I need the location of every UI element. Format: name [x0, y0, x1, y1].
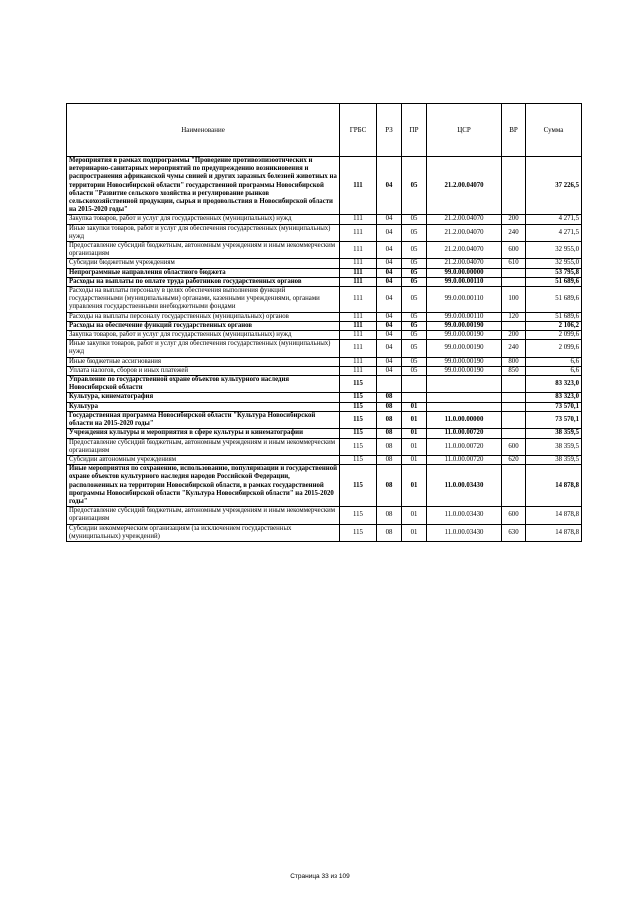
cell-name: Управление по государственной охране объектов культурного наследия Новосибирской области [67, 376, 340, 393]
table-row [67, 277, 582, 286]
cell-vr [502, 157, 526, 215]
cell-vr: 600 [502, 438, 526, 455]
header-rz: РЗ [377, 104, 402, 157]
cell-name: Иные бюджетные ассигнования [67, 357, 340, 366]
cell-pr: 01 [402, 465, 427, 507]
cell-vr [502, 268, 526, 277]
table-row [67, 312, 582, 321]
table-row [67, 366, 582, 375]
cell-rz: 04 [377, 268, 402, 277]
cell-rz: 04 [377, 366, 402, 375]
cell-grbs: 115 [340, 429, 377, 438]
cell-sum: 73 570,1 [526, 411, 582, 428]
table-row [67, 411, 582, 428]
cell-name: Расходы на обеспечение функций государственных органов [67, 321, 340, 330]
cell-name: Учреждения культуры и мероприятия в сфере культуры и кинематографии [67, 429, 340, 438]
table-row [67, 438, 582, 455]
cell-csr [427, 402, 502, 411]
cell-rz: 04 [377, 277, 402, 286]
cell-name: Расходы на выплаты по оплате труда работников государственных органов [67, 277, 340, 286]
cell-grbs: 115 [340, 376, 377, 393]
table-row [67, 157, 582, 215]
cell-name: Культура [67, 402, 340, 411]
cell-grbs: 111 [340, 157, 377, 215]
cell-csr: 99.0.00.00000 [427, 268, 502, 277]
cell-rz [377, 376, 402, 393]
cell-sum: 83 323,0 [526, 376, 582, 393]
cell-rz: 04 [377, 321, 402, 330]
cell-sum: 83 323,0 [526, 393, 582, 402]
table-row [67, 455, 582, 464]
cell-name: Расходы на выплаты персоналу в целях обеспечения выполнения функций государственными (муниципальными) органами, казенными учреждениями, органами управления государственными внебюджетными фондами [67, 287, 340, 313]
cell-pr: 05 [402, 321, 427, 330]
cell-sum: 51 689,6 [526, 277, 582, 286]
cell-name: Культура, кинематография [67, 393, 340, 402]
cell-csr: 99.0.00.00190 [427, 340, 502, 357]
cell-pr: 01 [402, 438, 427, 455]
cell-grbs: 111 [340, 366, 377, 375]
cell-rz: 08 [377, 524, 402, 541]
cell-vr: 120 [502, 312, 526, 321]
header-name: Наименование [67, 104, 340, 157]
cell-sum: 6,6 [526, 357, 582, 366]
cell-grbs: 115 [340, 402, 377, 411]
cell-csr: 99.0.00.00110 [427, 312, 502, 321]
cell-vr [502, 411, 526, 428]
cell-name: Субсидии некоммерческим организациям (за исключением государственных (муниципальных) учреждений) [67, 524, 340, 541]
cell-name: Расходы на выплаты персоналу государственных (муниципальных) органов [67, 312, 340, 321]
cell-sum: 38 359,5 [526, 438, 582, 455]
cell-pr: 05 [402, 277, 427, 286]
cell-vr: 600 [502, 507, 526, 524]
cell-vr: 240 [502, 224, 526, 241]
cell-pr: 01 [402, 524, 427, 541]
table-row [67, 465, 582, 507]
cell-name: Закупка товаров, работ и услуг для государственных (муниципальных) нужд [67, 215, 340, 224]
cell-csr: 99.0.00.00190 [427, 321, 502, 330]
cell-pr [402, 376, 427, 393]
cell-pr [402, 393, 427, 402]
cell-csr: 21.2.00.04070 [427, 242, 502, 259]
cell-vr: 610 [502, 259, 526, 268]
cell-rz: 04 [377, 287, 402, 313]
cell-rz: 08 [377, 393, 402, 402]
cell-grbs: 111 [340, 259, 377, 268]
cell-rz: 04 [377, 224, 402, 241]
cell-grbs: 111 [340, 321, 377, 330]
table-row [67, 331, 582, 340]
cell-sum: 14 878,8 [526, 465, 582, 507]
table-row [67, 268, 582, 277]
cell-rz: 04 [377, 340, 402, 357]
cell-sum: 6,6 [526, 366, 582, 375]
cell-rz: 04 [377, 157, 402, 215]
cell-sum: 32 955,0 [526, 259, 582, 268]
cell-pr: 05 [402, 357, 427, 366]
budget-table [66, 103, 582, 542]
cell-rz: 04 [377, 357, 402, 366]
cell-rz: 08 [377, 429, 402, 438]
cell-vr: 850 [502, 366, 526, 375]
table-row [67, 242, 582, 259]
cell-rz: 04 [377, 331, 402, 340]
table-row [67, 287, 582, 313]
cell-csr: 11.0.00.00720 [427, 429, 502, 438]
cell-sum: 2 099,6 [526, 340, 582, 357]
cell-pr: 05 [402, 259, 427, 268]
cell-name: Мероприятия в рамках подпрограммы "Проведение противоэпизоотических и ветеринарно-санитарных мероприятий по предупреждению возникновения и распространения африканской чумы свиней и других заразных болезней животных на территории Новосибирской области" государственной программы Новосибирской области "Развитие сельского хозяйства и регулирование рынков сельскохозяйственной продукции, сырья и продовольствия в Новосибирской области на 2015-2020 годы" [67, 157, 340, 215]
cell-rz: 08 [377, 455, 402, 464]
cell-grbs: 115 [340, 455, 377, 464]
cell-sum: 37 226,5 [526, 157, 582, 215]
cell-name: Закупка товаров, работ и услуг для государственных (муниципальных) нужд [67, 331, 340, 340]
cell-pr: 05 [402, 224, 427, 241]
table-row [67, 259, 582, 268]
table-row [67, 402, 582, 411]
cell-name: Непрограммные направления областного бюджета [67, 268, 340, 277]
cell-rz: 08 [377, 507, 402, 524]
cell-vr [502, 321, 526, 330]
cell-name: Иные закупки товаров, работ и услуг для обеспечения государственных (муниципальных) нужд [67, 224, 340, 241]
cell-grbs: 115 [340, 411, 377, 428]
cell-sum: 38 359,5 [526, 455, 582, 464]
table-row [67, 321, 582, 330]
cell-pr: 05 [402, 268, 427, 277]
cell-sum: 38 359,5 [526, 429, 582, 438]
cell-csr: 11.0.00.03430 [427, 524, 502, 541]
table-row [67, 224, 582, 241]
cell-grbs: 115 [340, 507, 377, 524]
table-row [67, 507, 582, 524]
cell-rz: 04 [377, 312, 402, 321]
cell-vr: 620 [502, 455, 526, 464]
cell-pr: 01 [402, 402, 427, 411]
cell-pr: 01 [402, 455, 427, 464]
cell-rz: 08 [377, 402, 402, 411]
cell-pr: 05 [402, 157, 427, 215]
cell-grbs: 111 [340, 357, 377, 366]
cell-name: Государственная программа Новосибирской области "Культура Новосибирской области на 2015-2020 годы" [67, 411, 340, 428]
cell-name: Предоставление субсидий бюджетным, автономным учреждениям и иным некоммерческим организациям [67, 507, 340, 524]
table-row [67, 429, 582, 438]
cell-csr: 21.2.00.04070 [427, 215, 502, 224]
cell-rz: 08 [377, 438, 402, 455]
cell-csr: 99.0.00.00190 [427, 366, 502, 375]
cell-vr [502, 376, 526, 393]
cell-grbs: 111 [340, 312, 377, 321]
cell-vr: 600 [502, 242, 526, 259]
cell-grbs: 111 [340, 268, 377, 277]
table-row [67, 393, 582, 402]
cell-vr: 200 [502, 215, 526, 224]
cell-rz: 08 [377, 465, 402, 507]
cell-name: Предоставление субсидий бюджетным, автономным учреждениям и иным некоммерческим организациям [67, 438, 340, 455]
cell-csr: 11.0.00.03430 [427, 507, 502, 524]
table-body [67, 157, 582, 542]
cell-pr: 05 [402, 331, 427, 340]
table-header-row [67, 104, 582, 157]
cell-csr: 21.2.00.04070 [427, 157, 502, 215]
cell-sum: 2 099,6 [526, 331, 582, 340]
cell-grbs: 111 [340, 331, 377, 340]
cell-grbs: 111 [340, 215, 377, 224]
cell-vr [502, 465, 526, 507]
cell-pr: 05 [402, 312, 427, 321]
cell-vr [502, 429, 526, 438]
cell-grbs: 111 [340, 287, 377, 313]
cell-csr [427, 376, 502, 393]
cell-csr: 11.0.00.03430 [427, 465, 502, 507]
cell-csr: 11.0.00.00720 [427, 455, 502, 464]
cell-sum: 4 271,5 [526, 224, 582, 241]
cell-vr: 630 [502, 524, 526, 541]
cell-name: Уплата налогов, сборов и иных платежей [67, 366, 340, 375]
table-row [67, 357, 582, 366]
cell-pr: 01 [402, 411, 427, 428]
cell-grbs: 115 [340, 465, 377, 507]
cell-vr: 800 [502, 357, 526, 366]
cell-rz: 04 [377, 259, 402, 268]
cell-name: Иные мероприятия по сохранению, использованию, популяризации и государственной охране объектов культурного наследия народов Российской Федерации, расположенных на территории Новосибирской области, в рамках государственной программы Новосибирской области "Культура Новосибирской области" на 2015-2020 годы" [67, 465, 340, 507]
table-row [67, 524, 582, 541]
cell-sum: 51 689,6 [526, 312, 582, 321]
cell-csr: 99.0.00.00190 [427, 357, 502, 366]
cell-sum: 53 795,8 [526, 268, 582, 277]
cell-csr: 21.2.00.04070 [427, 259, 502, 268]
cell-csr: 11.0.00.00720 [427, 438, 502, 455]
cell-pr: 05 [402, 340, 427, 357]
cell-csr: 11.0.00.00000 [427, 411, 502, 428]
cell-sum: 51 689,6 [526, 287, 582, 313]
cell-rz: 04 [377, 215, 402, 224]
cell-grbs: 111 [340, 242, 377, 259]
cell-name: Иные закупки товаров, работ и услуг для обеспечения государственных (муниципальных) нужд [67, 340, 340, 357]
cell-grbs: 115 [340, 524, 377, 541]
cell-vr [502, 393, 526, 402]
cell-pr: 05 [402, 215, 427, 224]
cell-pr: 05 [402, 242, 427, 259]
table-row [67, 376, 582, 393]
cell-csr: 21.2.00.04070 [427, 224, 502, 241]
cell-pr: 01 [402, 507, 427, 524]
cell-rz: 08 [377, 411, 402, 428]
cell-pr: 01 [402, 429, 427, 438]
header-grbs: ГРБС [340, 104, 377, 157]
cell-name: Предоставление субсидий бюджетным, автономным учреждениям и иным некоммерческим организациям [67, 242, 340, 259]
table-row [67, 215, 582, 224]
header-sum: Сумма [526, 104, 582, 157]
cell-pr: 05 [402, 366, 427, 375]
cell-sum: 73 570,1 [526, 402, 582, 411]
cell-vr [502, 277, 526, 286]
page-footer: Страница 33 из 109 [290, 873, 350, 880]
cell-sum: 32 955,0 [526, 242, 582, 259]
cell-grbs: 111 [340, 224, 377, 241]
cell-sum: 14 878,8 [526, 507, 582, 524]
cell-sum: 14 878,8 [526, 524, 582, 541]
cell-csr: 99.0.00.00190 [427, 331, 502, 340]
cell-vr [502, 402, 526, 411]
cell-grbs: 115 [340, 393, 377, 402]
cell-grbs: 115 [340, 438, 377, 455]
header-csr: ЦСР [427, 104, 502, 157]
cell-name: Субсидии бюджетным учреждениям [67, 259, 340, 268]
cell-rz: 04 [377, 242, 402, 259]
cell-name: Субсидии автономным учреждениям [67, 455, 340, 464]
header-vr: ВР [502, 104, 526, 157]
cell-grbs: 111 [340, 340, 377, 357]
header-pr: ПР [402, 104, 427, 157]
cell-csr [427, 393, 502, 402]
cell-pr: 05 [402, 287, 427, 313]
cell-grbs: 111 [340, 277, 377, 286]
cell-csr: 99.0.00.00110 [427, 277, 502, 286]
cell-vr: 240 [502, 340, 526, 357]
table-row [67, 340, 582, 357]
cell-vr: 100 [502, 287, 526, 313]
cell-sum: 2 106,2 [526, 321, 582, 330]
cell-vr: 200 [502, 331, 526, 340]
cell-sum: 4 271,5 [526, 215, 582, 224]
cell-csr: 99.0.00.00110 [427, 287, 502, 313]
